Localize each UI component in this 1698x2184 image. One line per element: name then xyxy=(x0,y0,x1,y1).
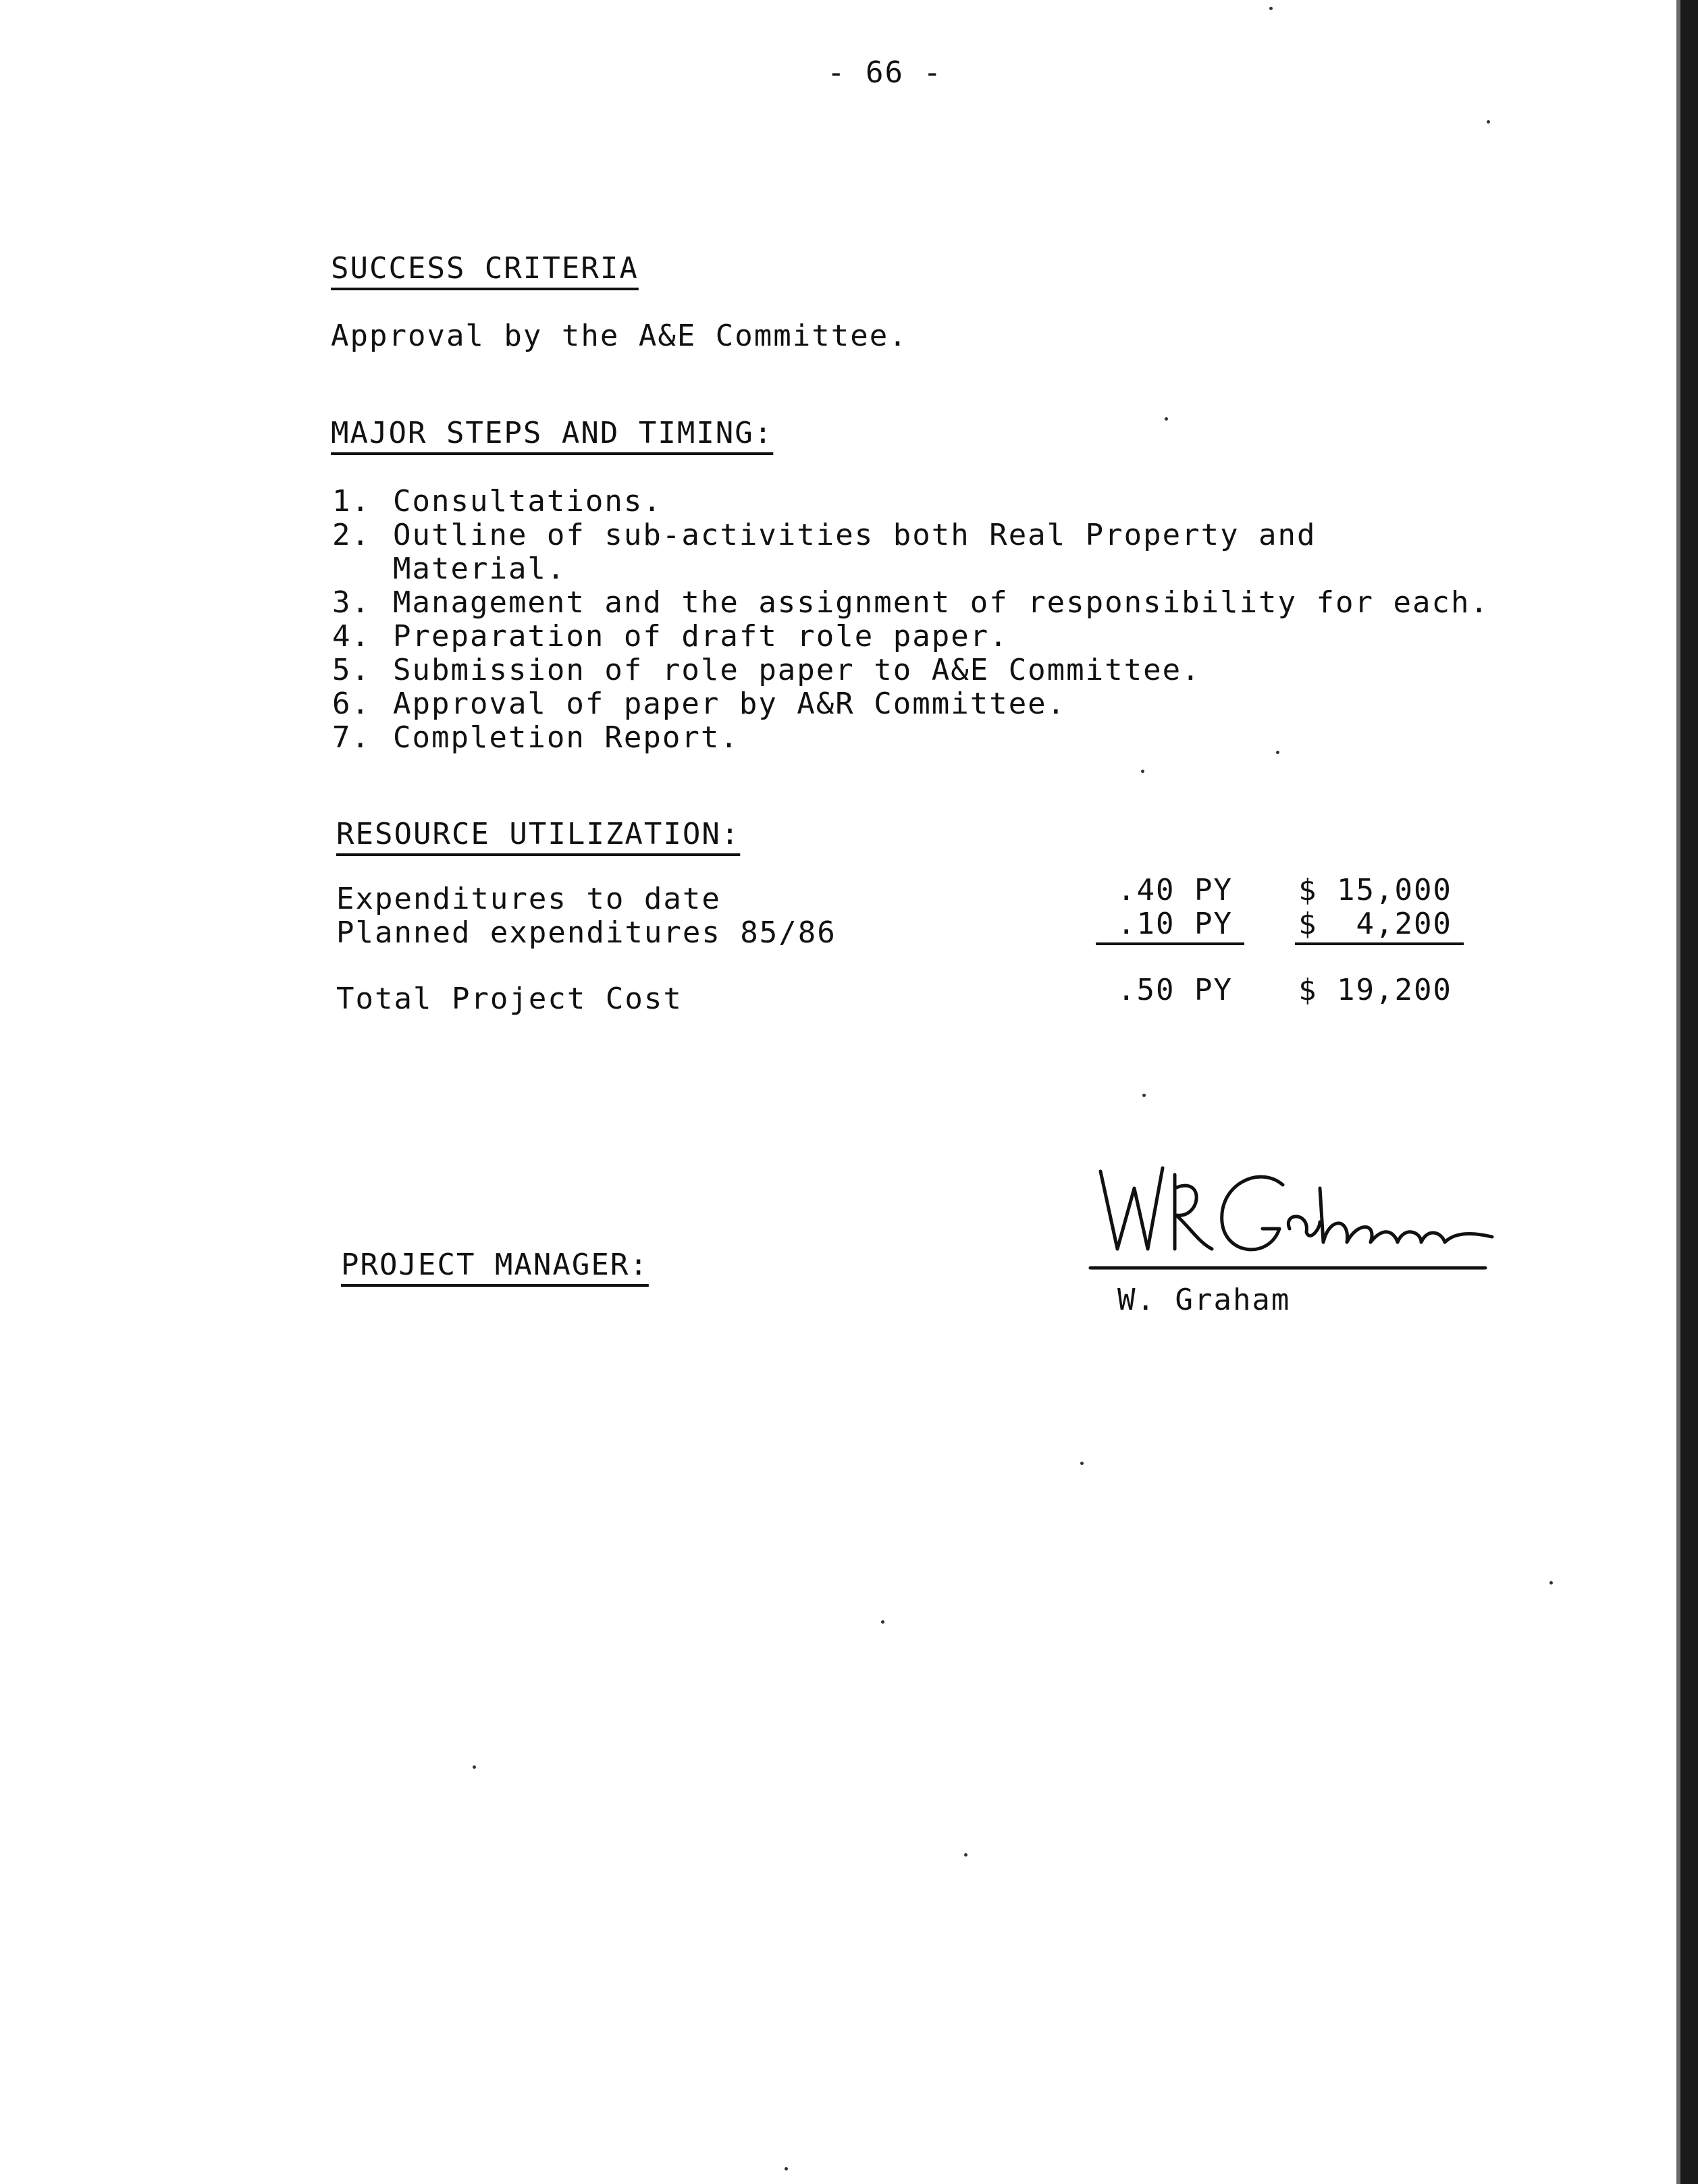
handwritten-signature xyxy=(1087,1148,1512,1289)
success-criteria-text: Approval by the A&E Committee. xyxy=(331,319,908,353)
step-text: Outline of sub-activities both Real Property and Material. xyxy=(393,518,1317,586)
list-item xyxy=(332,721,1608,755)
list-item xyxy=(332,620,1608,654)
scan-speck xyxy=(1142,1094,1146,1097)
scan-speck xyxy=(1165,417,1168,421)
page-number: - 66 - xyxy=(827,55,943,90)
step-number: 4. xyxy=(332,619,371,654)
step-text: Submission of role paper to A&E Committee. xyxy=(393,653,1201,687)
step-text: Preparation of draft role paper. xyxy=(393,619,1009,654)
total-project-cost-amount: $ 19,200 xyxy=(1298,973,1452,1007)
scan-speck xyxy=(785,2167,788,2170)
step-number: 6. xyxy=(332,687,371,721)
list-item xyxy=(332,687,1608,721)
step-number: 5. xyxy=(332,653,371,687)
scan-speck xyxy=(1487,120,1490,124)
major-steps-heading: MAJOR STEPS AND TIMING: xyxy=(331,416,774,450)
list-item xyxy=(332,654,1608,687)
planned-expenditures-py: .10 PY xyxy=(1117,907,1233,941)
total-project-cost-py: .50 PY xyxy=(1117,973,1233,1007)
list-item xyxy=(332,518,1608,586)
step-number: 7. xyxy=(332,720,371,755)
scan-speck xyxy=(881,1620,884,1624)
expenditures-to-date-py: .40 PY xyxy=(1117,873,1233,907)
expenditures-to-date-amount: $ 15,000 xyxy=(1298,873,1452,907)
success-criteria-heading: SUCCESS CRITERIA xyxy=(331,251,639,286)
planned-expenditures-amount: $ 4,200 xyxy=(1298,907,1452,941)
scan-edge-shadow xyxy=(1676,0,1680,2184)
major-steps-list xyxy=(332,485,1608,755)
scan-speck xyxy=(1141,770,1144,773)
scan-speck xyxy=(964,1853,967,1857)
scan-speck xyxy=(1269,7,1273,10)
step-number: 3. xyxy=(332,585,371,620)
step-text: Consultations. xyxy=(393,484,662,518)
planned-expenditures-label: Planned expenditures 85/86 xyxy=(336,915,837,950)
list-item xyxy=(332,586,1608,620)
step-number: 1. xyxy=(332,484,371,518)
scan-dark-edge xyxy=(1680,0,1698,2184)
scan-speck xyxy=(1276,751,1279,754)
resource-utilization-heading: RESOURCE UTILIZATION: xyxy=(336,817,741,851)
list-item xyxy=(332,485,1608,518)
step-text: Management and the assignment of responsibility for each. xyxy=(393,585,1489,620)
step-text: Completion Report. xyxy=(393,720,739,755)
expenditures-to-date-label: Expenditures to date xyxy=(336,882,721,916)
scan-speck xyxy=(473,1765,476,1769)
py-subtotal-rule xyxy=(1096,942,1244,945)
step-text: Approval of paper by A&R Committee. xyxy=(393,687,1067,721)
manager-name: W. Graham xyxy=(1117,1283,1291,1317)
project-manager-heading: PROJECT MANAGER: xyxy=(341,1248,649,1282)
scan-speck xyxy=(1549,1581,1553,1584)
total-project-cost-label: Total Project Cost xyxy=(336,982,683,1016)
scan-speck xyxy=(1080,1462,1084,1465)
step-number: 2. xyxy=(332,518,371,552)
amount-subtotal-rule xyxy=(1295,942,1464,945)
